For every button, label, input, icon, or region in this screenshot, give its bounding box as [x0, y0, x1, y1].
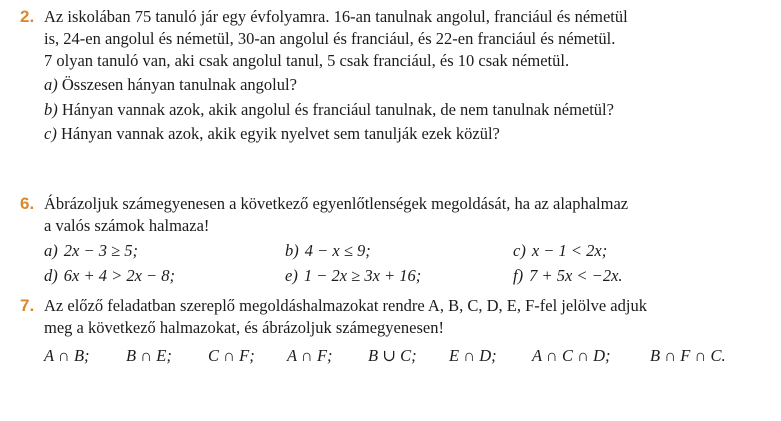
problem-2-question-c: [44, 124, 500, 144]
question-text: Hányan vannak azok, akik egyik nyelvet sem tanulják ezek közül?: [60, 124, 500, 143]
inequality-b: [285, 241, 371, 261]
item-expr: 1 − 2x ≥ 3x + 16;: [303, 266, 422, 285]
set-expression: B ∩ E;: [126, 346, 172, 365]
item-expr: 2x − 3 ≥ 5;: [63, 241, 139, 260]
problem-7-line-2: meg a következő halmazokat, és ábrázoljuk számegyenesen!: [44, 318, 444, 337]
problem-2-line-2: is, 24-en angolul és németül, 30-an angolul és franciául, és 22-en franciául és németül.: [44, 29, 616, 48]
set-expression: B ∩ F ∩ C.: [650, 346, 726, 365]
set-expression: A ∩ B;: [44, 346, 90, 365]
question-text: Hányan vannak azok, akik angolul és franciául tanulnak, de nem tanulnak németül?: [61, 100, 614, 119]
item-label: f): [513, 266, 524, 285]
problem-7-line-1: Az előző feladatban szereplő megoldáshalmazokat rendre A, B, C, D, E, F-fel jelölve adjuk: [44, 296, 647, 315]
item-label: a): [44, 241, 58, 260]
question-label: b): [44, 100, 58, 119]
inequality-f: [513, 266, 623, 286]
set-expression: E ∩ D;: [449, 346, 497, 365]
inequality-c: [513, 241, 607, 261]
item-expr: 4 − x ≤ 9;: [304, 241, 371, 260]
problem-6-line-2: a valós számok halmaza!: [44, 216, 210, 235]
set-expression: C ∩ F;: [208, 346, 255, 365]
set-expression: B ∪ C;: [368, 346, 417, 365]
question-label: c): [44, 124, 57, 143]
problem-7-number: 7.: [20, 296, 35, 315]
question-label: a): [44, 75, 58, 94]
problem-6-line-1: Ábrázoljuk számegyenesen a következő egyenlőtlenségek megoldását, ha az alaphalmaz: [44, 194, 629, 213]
set-expression: A ∩ C ∩ D;: [532, 346, 611, 365]
problem-2-question-a: [44, 75, 297, 95]
inequality-e: [285, 266, 421, 286]
item-expr: 6x + 4 > 2x − 8;: [63, 266, 176, 285]
problem-6-number: 6.: [20, 194, 35, 213]
item-label: b): [285, 241, 299, 260]
item-label: c): [513, 241, 526, 260]
problem-2-line-1: Az iskolában 75 tanuló jár egy évfolyamra. 16-an tanulnak angolul, franciául és németül: [44, 7, 628, 26]
item-label: e): [285, 266, 298, 285]
inequality-d: [44, 266, 175, 286]
item-expr: 7 + 5x < −2x.: [529, 266, 623, 285]
inequality-a: [44, 241, 138, 261]
item-expr: x − 1 < 2x;: [531, 241, 608, 260]
problem-2-number: 2.: [20, 7, 35, 26]
problem-2-line-3: 7 olyan tanuló van, aki csak angolul tanul, 5 csak franciául, és 10 csak németül.: [44, 51, 570, 70]
question-text: Összesen hányan tanulnak angolul?: [61, 75, 297, 94]
item-label: d): [44, 266, 58, 285]
problem-2-question-b: [44, 100, 614, 120]
set-expression: A ∩ F;: [287, 346, 333, 365]
